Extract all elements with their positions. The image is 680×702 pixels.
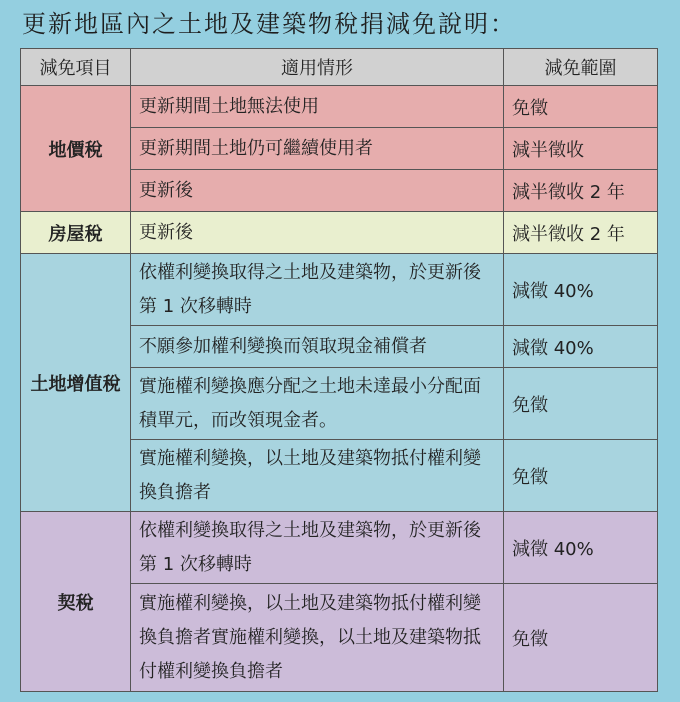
scope-cell: 免徵 [504, 86, 658, 128]
situation-cell: 更新期間土地仍可繼續使用者 [131, 128, 504, 170]
table-row [21, 86, 658, 128]
page-title: 更新地區內之土地及建築物稅捐減免說明： [22, 10, 516, 38]
scope-cell: 減半徵收 2 年 [504, 170, 658, 212]
scope-cell: 減徵 40% [504, 254, 658, 326]
situation-cell: 更新後 [131, 170, 504, 212]
situation-cell: 實施權利變換應分配之土地未達最小分配面積單元，而改領現金者。 [131, 368, 504, 440]
category-land-value-increment-tax: 土地增值稅 [21, 254, 131, 512]
tax-relief-table [20, 48, 658, 692]
situation-cell: 實施權利變換，以土地及建築物抵付權利變換負擔者實施權利變換，以土地及建築物抵付權利變換負擔者 [131, 584, 504, 692]
situation-cell: 更新期間土地無法使用 [131, 86, 504, 128]
scope-cell: 減徵 40% [504, 512, 658, 584]
situation-cell: 更新後 [131, 212, 504, 254]
category-land-value-tax: 地價稅 [21, 86, 131, 212]
table-row [21, 512, 658, 584]
scope-cell: 免徵 [504, 584, 658, 692]
scope-cell: 免徵 [504, 440, 658, 512]
header-situation: 適用情形 [131, 49, 504, 86]
situation-cell: 依權利變換取得之土地及建築物，於更新後第 1 次移轉時 [131, 254, 504, 326]
header-scope: 減免範圍 [504, 49, 658, 86]
table-row [21, 254, 658, 326]
situation-cell: 依權利變換取得之土地及建築物，於更新後第 1 次移轉時 [131, 512, 504, 584]
table-header-row [21, 49, 658, 86]
header-item: 減免項目 [21, 49, 131, 86]
category-deed-tax: 契稅 [21, 512, 131, 692]
situation-cell: 實施權利變換，以土地及建築物抵付權利變換負擔者 [131, 440, 504, 512]
scope-cell: 減半徵收 2 年 [504, 212, 658, 254]
scope-cell: 免徵 [504, 368, 658, 440]
scope-cell: 減徵 40% [504, 326, 658, 368]
situation-cell: 不願參加權利變換而領取現金補償者 [131, 326, 504, 368]
table-row [21, 212, 658, 254]
category-house-tax: 房屋稅 [21, 212, 131, 254]
scope-cell: 減半徵收 [504, 128, 658, 170]
